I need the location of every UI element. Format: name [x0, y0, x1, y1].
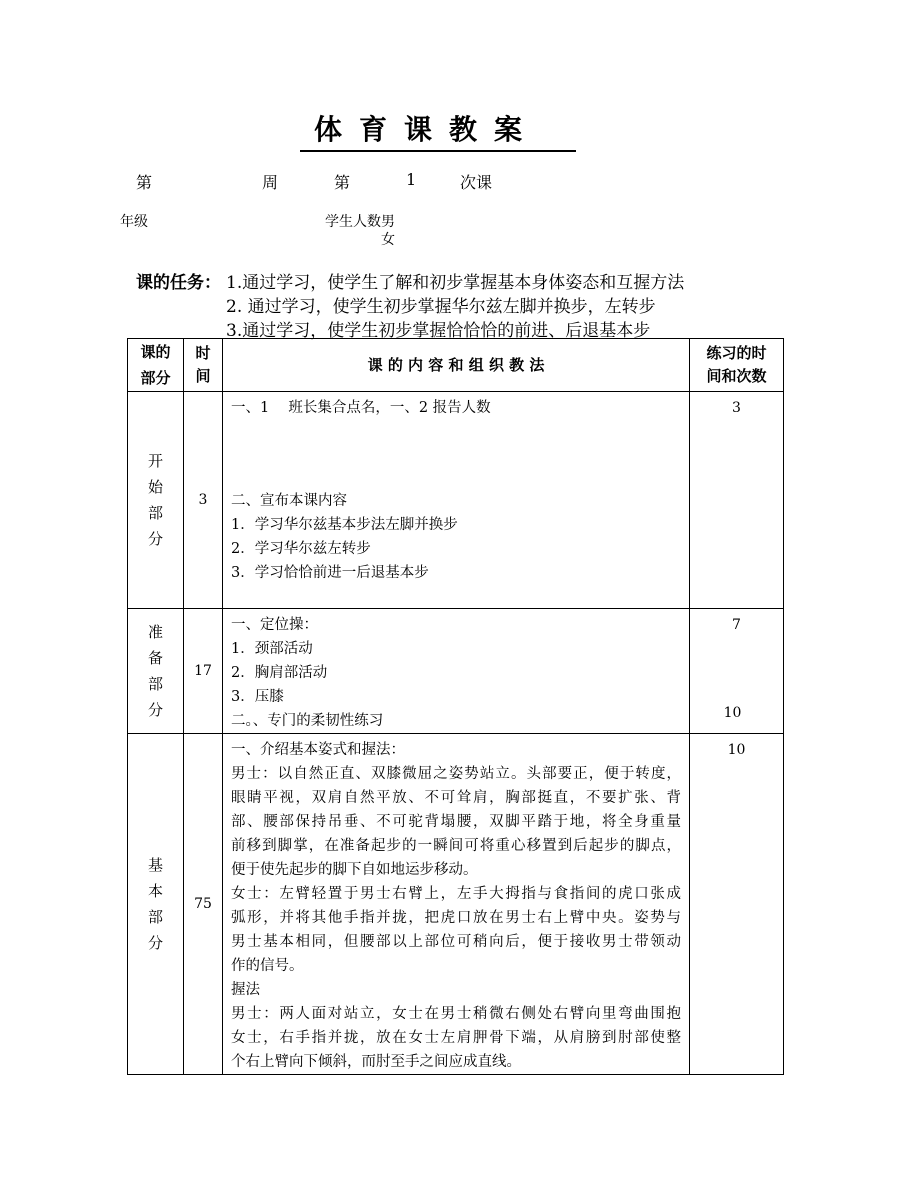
header-content: 课 的 内 容 和 组 织 教 法 — [223, 339, 690, 392]
content-line: 2．胸肩部活动 — [231, 665, 328, 681]
part-cell — [128, 609, 184, 734]
lesson-label: 第 — [334, 173, 351, 192]
part-cell — [128, 734, 184, 1075]
header-time: 时 — [195, 344, 211, 362]
part-char: 基 — [147, 856, 163, 874]
content-line: 女士，右手指并拢，放在女士左肩胛骨下端，从肩膀到肘部使整 — [231, 1030, 681, 1046]
content-line: 男士：两人面对站立，女士在男士稍微右侧处右臂向里弯曲围抱 — [231, 1006, 681, 1022]
part-char: 本 — [147, 882, 163, 900]
time-cell: 17 — [184, 609, 223, 734]
content-line: 2．学习华尔兹左转步 — [231, 541, 371, 557]
part-char: 部 — [147, 908, 163, 926]
part-char: 分 — [147, 701, 163, 719]
table-header-row — [128, 339, 784, 392]
part-char: 部 — [147, 675, 163, 693]
content-line: 一、定位操： — [231, 617, 318, 633]
content-line — [231, 443, 681, 466]
content-line: 二。、专门的柔韧性练习 — [231, 713, 384, 729]
practice-value: 7 — [732, 617, 741, 633]
header-part: 部分 — [140, 369, 171, 387]
content-line: 女士：左臂轻置于男士右臂上，左手大拇指与食指间的虎口张成 — [231, 886, 681, 902]
practice-value: 10 — [727, 742, 746, 758]
content-cell — [223, 609, 690, 734]
content-line: 二、宣布本课内容 — [231, 493, 347, 509]
content-line: 1．颈部活动 — [231, 641, 313, 657]
header-practice: 间和次数 — [706, 367, 767, 385]
content-line: 前移到脚掌，在准备起步的一瞬间可将重心移置到后起步的脚点， — [231, 838, 681, 854]
content-line: 个右上臂向下倾斜，而肘至手之间应成直线。 — [231, 1054, 521, 1070]
table-row — [128, 734, 784, 1075]
week-label: 第 — [136, 173, 153, 192]
part-char: 分 — [147, 934, 163, 952]
task-item: 3.通过学习，使学生初步掌握恰恰恰的前进、后退基本步 — [226, 321, 651, 341]
time-cell: 3 — [184, 392, 223, 609]
part-char: 备 — [147, 649, 163, 667]
part-char: 开 — [147, 452, 163, 470]
content-line: 作的信号。 — [231, 958, 304, 974]
practice-cell — [690, 392, 784, 609]
content-line: 眼睛平视，双肩自然平放、不可耸肩，胸部挺直，不要扩张、背 — [231, 790, 681, 806]
header-time: 间 — [195, 367, 211, 385]
header-part: 课的 — [140, 343, 171, 361]
part-char: 部 — [147, 504, 163, 522]
header-practice: 练习的时 — [706, 344, 767, 362]
content-line: 3．压膝 — [231, 689, 284, 705]
time-cell: 75 — [184, 734, 223, 1075]
content-line: 弧形，并将其他手指并拢，把虎口放在男士右上臂中央。姿势与 — [231, 910, 681, 926]
grade-label: 年级 — [120, 214, 148, 230]
part-char: 分 — [147, 530, 163, 548]
practice-value: 3 — [732, 400, 741, 416]
part-char: 始 — [147, 478, 163, 496]
table-row — [128, 392, 784, 609]
task-item: 2. 通过学习，使学生初步掌握华尔兹左脚并换步，左转步 — [226, 297, 656, 317]
page-title: 体育课教案 — [300, 108, 576, 152]
practice-value: 10 — [723, 705, 742, 721]
content-cell — [223, 734, 690, 1075]
lesson-table — [127, 338, 784, 1075]
part-cell — [128, 392, 184, 609]
content-line: 部、腰部保持吊垂、不可驼背塌腰，双脚平踏于地，将全身重量 — [231, 814, 681, 830]
content-line: 男士：以自然正直、双膝微屈之姿势站立。头部要正，便于转度， — [231, 766, 681, 782]
practice-cell — [690, 609, 784, 734]
female-count-label: 女 — [381, 232, 395, 248]
content-line — [231, 420, 681, 443]
task-item: 1.通过学习，使学生了解和初步掌握基本身体姿态和互握方法 — [226, 273, 685, 293]
content-cell — [223, 392, 690, 609]
table-row — [128, 609, 784, 734]
lesson-number: 1 — [406, 170, 417, 189]
content-line: 3．学习恰恰前进一后退基本步 — [231, 565, 429, 581]
lesson-suffix: 次课 — [460, 173, 493, 192]
content-line: 一、介绍基本姿式和握法： — [231, 742, 405, 758]
tasks-label: 课的任务： — [136, 273, 221, 293]
content-line: 1．学习华尔兹基本步法左脚并换步 — [231, 517, 458, 533]
content-line: 男士基本相同，但腰部以上部位可稍向后，便于接收男士带领动 — [231, 934, 681, 950]
practice-cell — [690, 734, 784, 1075]
week-suffix: 周 — [262, 173, 279, 192]
male-count-label: 学生人数男 — [325, 214, 395, 230]
content-line — [231, 466, 681, 489]
content-line: 握法 — [231, 982, 260, 998]
content-line: 一、1 班长集合点名，一、2 报告人数 — [231, 400, 491, 416]
content-line: 便于使先起步的脚下自如地运步移动。 — [231, 862, 478, 878]
part-char: 准 — [147, 623, 163, 641]
